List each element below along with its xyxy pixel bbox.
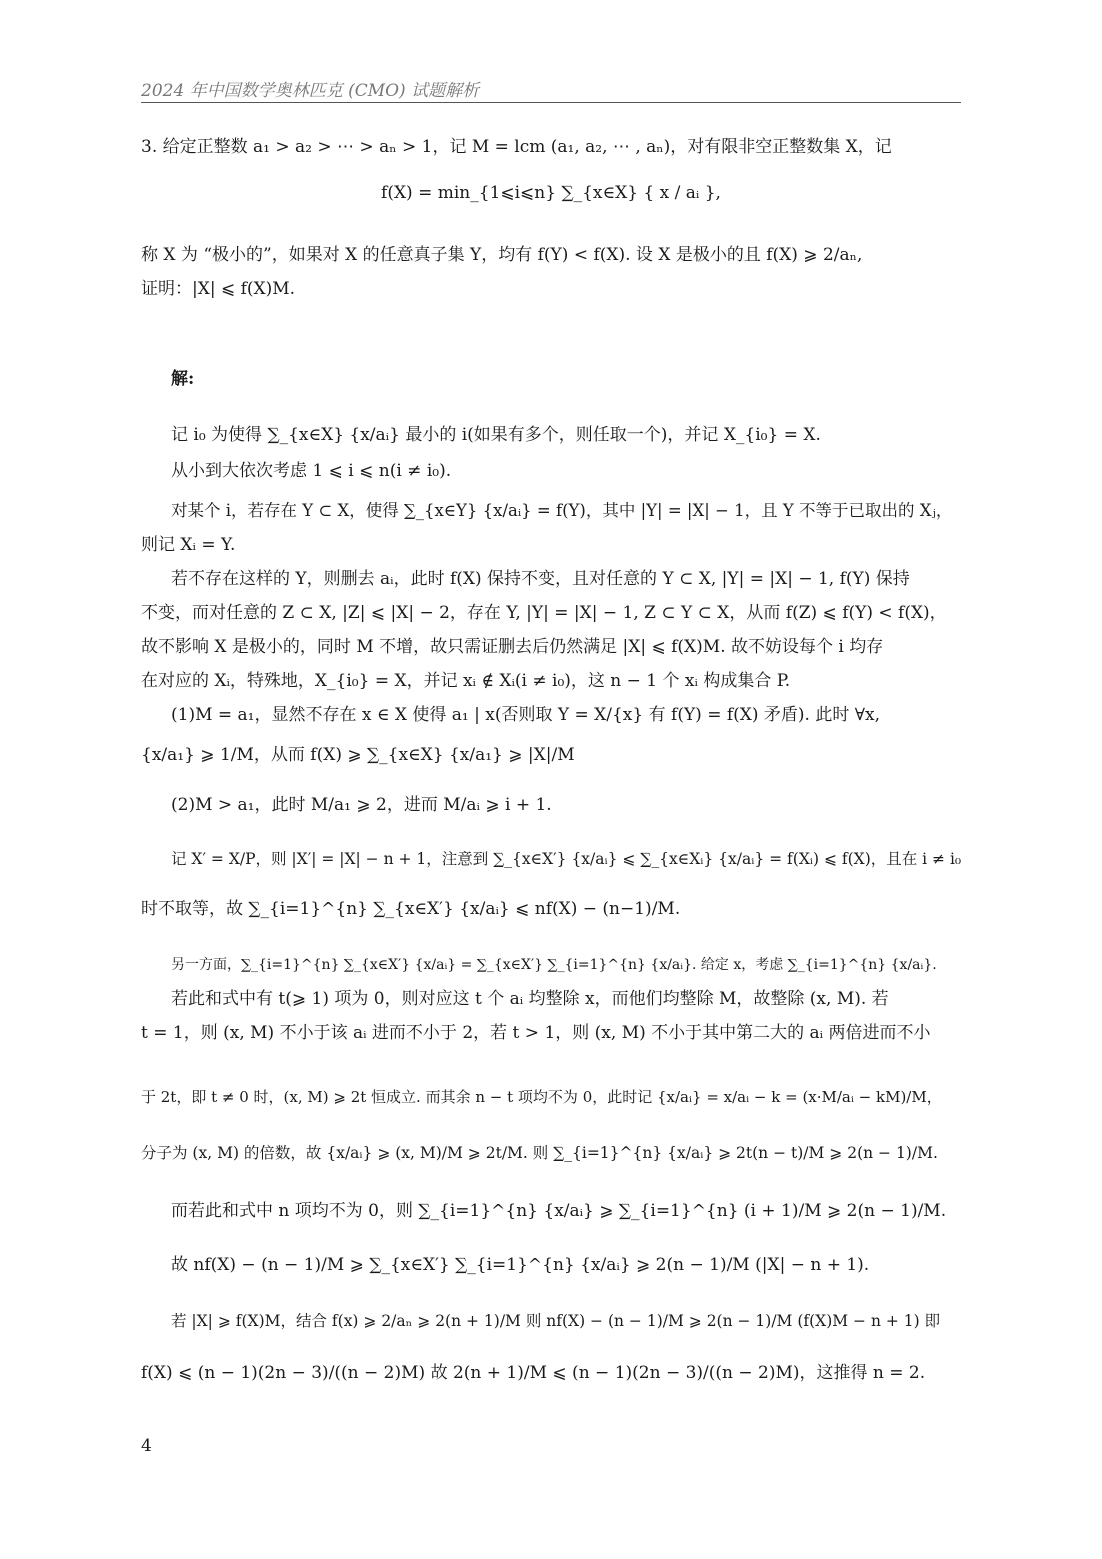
solution-line: 分子为 (x, M) 的倍数，故 {x/aᵢ} ⩾ (x, M)/M ⩾ 2t/M. 则 ∑_{i=1}^{n} {x/aᵢ} ⩾ 2t(n − t)/M ⩾ 2(n − 1)/M.	[141, 1144, 938, 1162]
solution-line: 若 |X| ⩾ f(X)M，结合 f(x) ⩾ 2/aₙ ⩾ 2(n + 1)/M 则 nf(X) − (n − 1)/M ⩾ 2(n − 1)/M (f(X)M − n + 1) 即	[171, 1312, 941, 1330]
solution-line: 故 nf(X) − (n − 1)/M ⩾ ∑_{x∈X′} ∑_{i=1}^{n} {x/aᵢ} ⩾ 2(n − 1)/M (|X| − n + 1).	[171, 1255, 870, 1275]
problem-line-3: 证明：|X| ⩽ f(X)M.	[141, 279, 296, 299]
solution-line: 若此和式中有 t(⩾ 1) 项为 0，则对应这 t 个 aᵢ 均整除 x，而他们均整除 M，故整除 (x, M). 若	[171, 989, 889, 1009]
header-title: 2024 年中国数学奥林匹克 (CMO) 试题解析	[141, 81, 480, 101]
problem-line-2: 称 X 为 “极小的”，如果对 X 的任意真子集 Y，均有 f(Y) < f(X). 设 X 是极小的且 f(X) ⩾ 2/aₙ,	[141, 245, 863, 265]
solution-line: 另一方面，∑_{i=1}^{n} ∑_{x∈X′} {x/aᵢ} = ∑_{x∈X′} ∑_{i=1}^{n} {x/aᵢ}. 给定 x，考虑 ∑_{i=1}^{n} {x/aᵢ}.	[171, 957, 937, 973]
solution-line: 在对应的 Xᵢ，特殊地，X_{i₀} = X，并记 xᵢ ∉ Xᵢ(i ≠ i₀)，这 n − 1 个 xᵢ 构成集合 P.	[141, 671, 791, 691]
page-number: 4	[141, 1436, 152, 1456]
problem-formula: f(X) = min_{1⩽i⩽n} ∑_{x∈X} { x / aᵢ },	[381, 183, 721, 203]
solution-line: 记 i₀ 为使得 ∑_{x∈X} {x/aᵢ} 最小的 i(如果有多个，则任取一个)，并记 X_{i₀} = X.	[171, 425, 821, 445]
solution-line: 于 2t，即 t ≠ 0 时，(x, M) ⩾ 2t 恒成立. 而其余 n − t 项均不为 0，此时记 {x/aᵢ} = x/aᵢ − k = (x·M/aᵢ − kM)/M，	[141, 1088, 942, 1106]
solution-line: f(X) ⩽ (n − 1)(2n − 3)/((n − 2)M) 故 2(n + 1)/M ⩽ (n − 1)(2n − 3)/((n − 2)M)，这推得 n = 2.	[141, 1363, 926, 1383]
solution-heading: 解:	[171, 369, 195, 389]
solution-line: (2)M > a₁，此时 M/a₁ ⩾ 2，进而 M/aᵢ ⩾ i + 1.	[171, 795, 552, 815]
solution-line: 时不取等，故 ∑_{i=1}^{n} ∑_{x∈X′} {x/aᵢ} ⩽ nf(X) − (n−1)/M.	[141, 899, 681, 919]
solution-line: {x/a₁} ⩾ 1/M，从而 f(X) ⩾ ∑_{x∈X} {x/a₁} ⩾ |X|/M	[141, 745, 575, 765]
solution-line: 不变，而对任意的 Z ⊂ X, |Z| ⩽ |X| − 2，存在 Y, |Y| = |X| − 1, Z ⊂ Y ⊂ X，从而 f(Z) ⩽ f(Y) < f(X)，	[141, 603, 947, 623]
solution-line: t = 1，则 (x, M) 不小于该 aᵢ 进而不小于 2，若 t > 1，则 (x, M) 不小于其中第二大的 aᵢ 两倍进而不小	[141, 1023, 931, 1043]
solution-line: (1)M = a₁，显然不存在 x ∈ X 使得 a₁ | x(否则取 Y = X/{x} 有 f(Y) = f(X) 矛盾). 此时 ∀x,	[171, 705, 881, 725]
running-header	[141, 76, 961, 103]
problem-line-1: 3. 给定正整数 a₁ > a₂ > ⋯ > aₙ > 1，记 M = lcm (a₁, a₂, ⋯ , aₙ)，对有限非空正整数集 X，记	[141, 137, 892, 157]
solution-line: 记 X′ = X/P，则 |X′| = |X| − n + 1，注意到 ∑_{x∈X′} {x/aᵢ} ⩽ ∑_{x∈Xᵢ} {x/aᵢ} = f(Xᵢ) ⩽ f(X)，且在 i ≠ i₀	[171, 850, 962, 868]
solution-line: 若不存在这样的 Y，则删去 aᵢ，此时 f(X) 保持不变，且对任意的 Y ⊂ X, |Y| = |X| − 1, f(Y) 保持	[171, 569, 910, 589]
solution-line: 对某个 i，若存在 Y ⊂ X，使得 ∑_{x∈Y} {x/aᵢ} = f(Y)，其中 |Y| = |X| − 1，且 Y 不等于已取出的 Xⱼ，	[171, 501, 953, 520]
solution-line: 从小到大依次考虑 1 ⩽ i ⩽ n(i ≠ i₀).	[171, 461, 452, 481]
solution-line: 则记 Xᵢ = Y.	[141, 535, 236, 555]
solution-line: 故不影响 X 是极小的，同时 M 不增，故只需证删去后仍然满足 |X| ⩽ f(X)M. 故不妨设每个 i 均存	[141, 637, 884, 657]
solution-line: 而若此和式中 n 项均不为 0，则 ∑_{i=1}^{n} {x/aᵢ} ⩾ ∑_{i=1}^{n} (i + 1)/M ⩾ 2(n − 1)/M.	[171, 1201, 947, 1221]
